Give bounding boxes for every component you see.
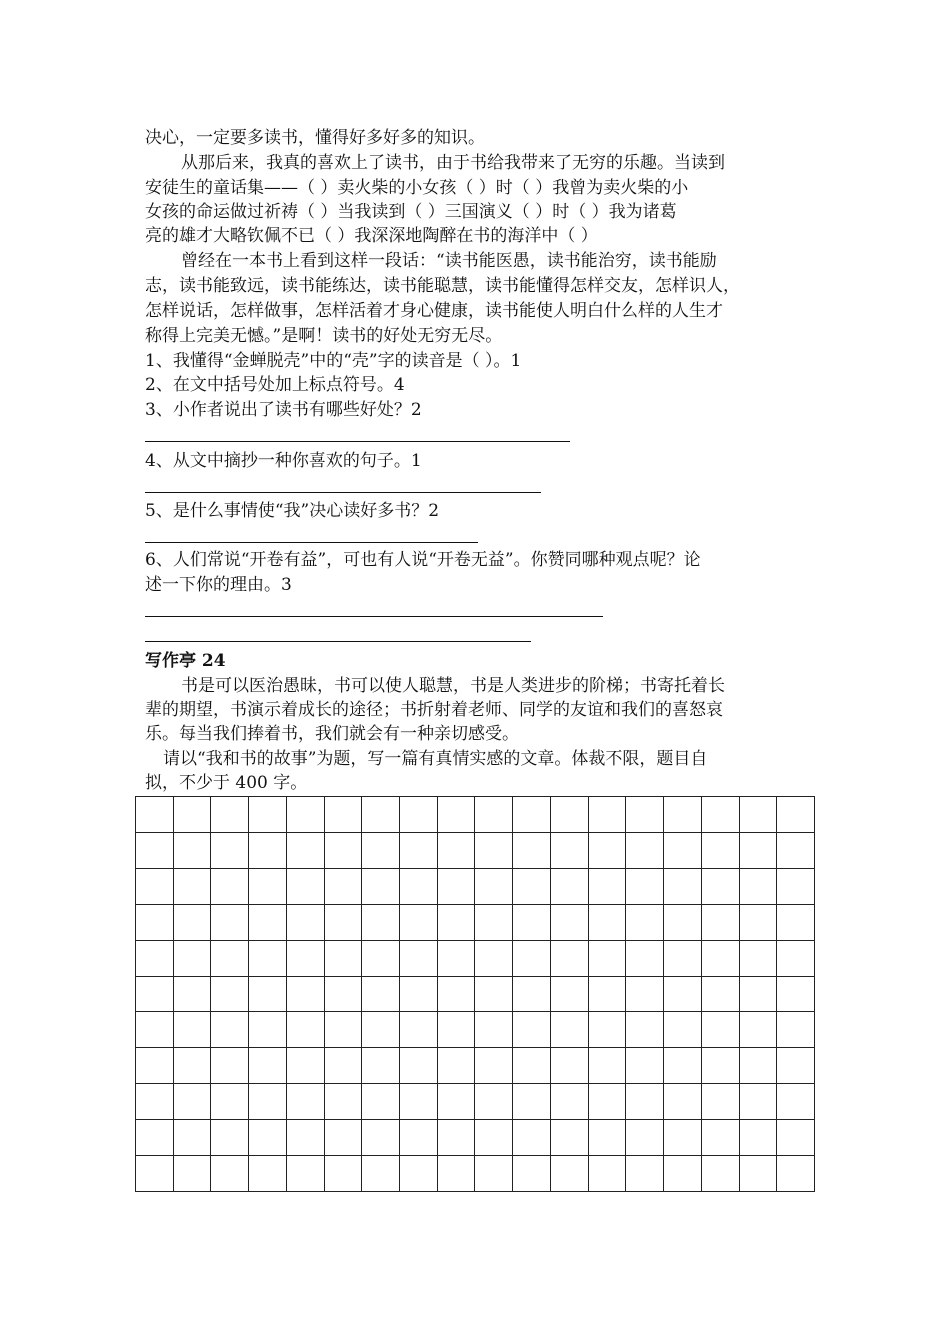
grid-cell[interactable]: [400, 1120, 438, 1156]
grid-cell[interactable]: [136, 941, 174, 977]
grid-cell[interactable]: [664, 941, 702, 977]
writing-prompt-line: 拟，不少于 400 字。: [145, 773, 308, 793]
writing-intro-line: 乐。每当我们捧着书，我们就会有一种亲切感受。: [145, 724, 519, 744]
grid-cell[interactable]: [777, 869, 815, 905]
grid-cell[interactable]: [740, 977, 778, 1013]
grid-cell[interactable]: [325, 941, 363, 977]
grid-cell[interactable]: [362, 941, 400, 977]
grid-cell[interactable]: [475, 905, 513, 941]
grid-cell[interactable]: [400, 977, 438, 1013]
grid-cell[interactable]: [249, 869, 287, 905]
question-6-line: 6、人们常说“开卷有益”，可也有人说“开卷无益”。你赞同哪种观点呢？论: [145, 550, 701, 570]
grid-cell[interactable]: [136, 1012, 174, 1048]
grid-cell[interactable]: [287, 1120, 325, 1156]
grid-cell[interactable]: [287, 1084, 325, 1120]
grid-cell[interactable]: [438, 977, 476, 1013]
grid-cell[interactable]: [626, 797, 664, 833]
grid-cell[interactable]: [551, 1120, 589, 1156]
grid-cell[interactable]: [325, 1156, 363, 1192]
grid-cell[interactable]: [589, 1048, 627, 1084]
passage-line: 从那后来，我真的喜欢上了读书，由于书给我带来了无穷的乐趣。当读到: [181, 153, 725, 173]
grid-cell[interactable]: [589, 1156, 627, 1192]
grid-cell[interactable]: [362, 869, 400, 905]
grid-cell[interactable]: [325, 905, 363, 941]
grid-cell[interactable]: [589, 977, 627, 1013]
grid-cell[interactable]: [249, 833, 287, 869]
grid-cell[interactable]: [136, 1120, 174, 1156]
grid-cell[interactable]: [740, 833, 778, 869]
grid-cell[interactable]: [438, 1084, 476, 1120]
passage-line: 安徒生的童话集——（ ）卖火柴的小女孩（ ）时（ ）我曾为卖火柴的小: [145, 178, 689, 198]
grid-cell[interactable]: [362, 833, 400, 869]
grid-cell[interactable]: [249, 1084, 287, 1120]
grid-cell[interactable]: [438, 869, 476, 905]
grid-cell[interactable]: [136, 977, 174, 1013]
grid-cell[interactable]: [362, 797, 400, 833]
grid-cell[interactable]: [325, 1012, 363, 1048]
grid-cell[interactable]: [475, 1048, 513, 1084]
grid-cell[interactable]: [626, 941, 664, 977]
grid-cell[interactable]: [211, 1156, 249, 1192]
grid-cell[interactable]: [513, 797, 551, 833]
grid-cell[interactable]: [174, 1084, 212, 1120]
grid-cell[interactable]: [664, 977, 702, 1013]
grid-cell[interactable]: [551, 977, 589, 1013]
answer-line[interactable]: [145, 616, 603, 617]
grid-cell[interactable]: [513, 1048, 551, 1084]
grid-cell[interactable]: [174, 977, 212, 1013]
grid-cell[interactable]: [475, 1012, 513, 1048]
grid-cell[interactable]: [589, 1012, 627, 1048]
grid-cell[interactable]: [513, 941, 551, 977]
grid-cell[interactable]: [664, 1048, 702, 1084]
grid-cell[interactable]: [589, 797, 627, 833]
grid-cell[interactable]: [740, 941, 778, 977]
grid-cell[interactable]: [174, 1012, 212, 1048]
grid-cell[interactable]: [362, 1012, 400, 1048]
grid-cell[interactable]: [211, 977, 249, 1013]
grid-cell[interactable]: [362, 905, 400, 941]
grid-cell[interactable]: [287, 833, 325, 869]
grid-cell[interactable]: [551, 1084, 589, 1120]
grid-cell[interactable]: [513, 1120, 551, 1156]
grid-cell[interactable]: [551, 869, 589, 905]
grid-cell[interactable]: [211, 905, 249, 941]
grid-cell[interactable]: [702, 1048, 740, 1084]
grid-cell[interactable]: [211, 1048, 249, 1084]
grid-cell[interactable]: [211, 833, 249, 869]
grid-cell[interactable]: [475, 833, 513, 869]
grid-cell[interactable]: [551, 905, 589, 941]
grid-cell[interactable]: [702, 797, 740, 833]
grid-cell[interactable]: [740, 1012, 778, 1048]
grid-cell[interactable]: [287, 941, 325, 977]
grid-cell[interactable]: [325, 869, 363, 905]
grid-cell[interactable]: [626, 1048, 664, 1084]
grid-cell[interactable]: [174, 1120, 212, 1156]
grid-cell[interactable]: [249, 1156, 287, 1192]
question-4: 4、从文中摘抄一种你喜欢的句子。1: [145, 451, 422, 471]
grid-cell[interactable]: [174, 941, 212, 977]
passage-line: 志，读书能致远，读书能练达，读书能聪慧，读书能懂得怎样交友，怎样识人，: [145, 276, 740, 296]
grid-cell[interactable]: [211, 797, 249, 833]
grid-cell[interactable]: [249, 1048, 287, 1084]
grid-cell[interactable]: [438, 1120, 476, 1156]
grid-cell[interactable]: [136, 1048, 174, 1084]
grid-cell[interactable]: [664, 797, 702, 833]
grid-cell[interactable]: [249, 797, 287, 833]
grid-cell[interactable]: [325, 1048, 363, 1084]
grid-cell[interactable]: [249, 905, 287, 941]
grid-cell[interactable]: [287, 797, 325, 833]
grid-cell[interactable]: [249, 941, 287, 977]
grid-cell[interactable]: [249, 1012, 287, 1048]
grid-cell[interactable]: [400, 905, 438, 941]
grid-cell[interactable]: [211, 941, 249, 977]
grid-cell[interactable]: [664, 1084, 702, 1120]
grid-cell[interactable]: [777, 1156, 815, 1192]
grid-cell[interactable]: [589, 941, 627, 977]
grid-cell[interactable]: [362, 1048, 400, 1084]
grid-cell[interactable]: [249, 1120, 287, 1156]
question-2: 2、在文中括号处加上标点符号。4: [145, 375, 405, 395]
grid-cell[interactable]: [740, 905, 778, 941]
grid-cell[interactable]: [287, 905, 325, 941]
grid-cell[interactable]: [174, 1156, 212, 1192]
passage-line: 称得上完美无憾。”是啊！读书的好处无穷无尽。: [145, 326, 503, 346]
grid-cell[interactable]: [702, 905, 740, 941]
writing-intro-line: 辈的期望，书演示着成长的途径；书折射着老师、同学的友谊和我们的喜怒哀: [145, 700, 723, 720]
passage-line: 亮的雄才大略钦佩不已（ ）我深深地陶醉在书的海洋中（ ）: [145, 226, 598, 246]
passage-line: 决心，一定要多读书，懂得好多好多的知识。: [145, 128, 485, 148]
grid-cell[interactable]: [325, 833, 363, 869]
grid-cell[interactable]: [438, 797, 476, 833]
grid-cell[interactable]: [174, 833, 212, 869]
grid-cell[interactable]: [325, 1120, 363, 1156]
grid-cell[interactable]: [664, 905, 702, 941]
grid-cell[interactable]: [626, 1012, 664, 1048]
grid-cell[interactable]: [400, 1084, 438, 1120]
grid-cell[interactable]: [400, 869, 438, 905]
grid-cell[interactable]: [702, 941, 740, 977]
grid-cell[interactable]: [475, 1120, 513, 1156]
grid-cell[interactable]: [626, 977, 664, 1013]
grid-cell[interactable]: [438, 905, 476, 941]
grid-cell[interactable]: [287, 977, 325, 1013]
grid-cell[interactable]: [777, 1120, 815, 1156]
grid-cell[interactable]: [702, 1120, 740, 1156]
grid-cell[interactable]: [777, 833, 815, 869]
grid-cell[interactable]: [589, 1120, 627, 1156]
answer-line[interactable]: [145, 542, 478, 543]
grid-cell[interactable]: [475, 941, 513, 977]
grid-cell[interactable]: [513, 1084, 551, 1120]
grid-cell[interactable]: [664, 869, 702, 905]
grid-cell[interactable]: [362, 1156, 400, 1192]
grid-cell[interactable]: [475, 1084, 513, 1120]
grid-cell[interactable]: [513, 1012, 551, 1048]
grid-cell[interactable]: [513, 977, 551, 1013]
grid-cell[interactable]: [362, 977, 400, 1013]
grid-cell[interactable]: [400, 833, 438, 869]
grid-cell[interactable]: [174, 797, 212, 833]
grid-cell[interactable]: [551, 833, 589, 869]
passage-line: 女孩的命运做过祈祷（ ）当我读到（ ）三国演义（ ）时（ ）我为诸葛: [145, 202, 677, 222]
grid-cell[interactable]: [777, 905, 815, 941]
grid-cell[interactable]: [626, 869, 664, 905]
grid-cell[interactable]: [777, 1048, 815, 1084]
grid-cell[interactable]: [777, 941, 815, 977]
grid-cell[interactable]: [740, 1084, 778, 1120]
grid-cell[interactable]: [287, 1156, 325, 1192]
grid-cell[interactable]: [287, 869, 325, 905]
grid-cell[interactable]: [513, 1156, 551, 1192]
answer-line[interactable]: [145, 641, 531, 642]
grid-cell[interactable]: [211, 1012, 249, 1048]
grid-cell[interactable]: [626, 1156, 664, 1192]
grid-cell[interactable]: [777, 1012, 815, 1048]
grid-cell[interactable]: [551, 941, 589, 977]
answer-line[interactable]: [145, 441, 570, 442]
grid-cell[interactable]: [513, 869, 551, 905]
grid-cell[interactable]: [626, 1120, 664, 1156]
writing-prompt-line: 请以“我和书的故事”为题，写一篇有真情实感的文章。体裁不限，题目自: [163, 749, 708, 769]
grid-cell[interactable]: [777, 1084, 815, 1120]
question-1: 1、我懂得“金蝉脱壳”中的“壳”字的读音是（ ）。1: [145, 351, 522, 371]
grid-cell[interactable]: [664, 1156, 702, 1192]
grid-cell[interactable]: [664, 833, 702, 869]
grid-cell[interactable]: [174, 905, 212, 941]
grid-cell[interactable]: [400, 1012, 438, 1048]
grid-cell[interactable]: [740, 1120, 778, 1156]
grid-cell[interactable]: [325, 797, 363, 833]
grid-cell[interactable]: [777, 797, 815, 833]
grid-cell[interactable]: [475, 797, 513, 833]
grid-cell[interactable]: [664, 1120, 702, 1156]
grid-cell[interactable]: [249, 977, 287, 1013]
grid-cell[interactable]: [740, 1048, 778, 1084]
grid-cell[interactable]: [513, 833, 551, 869]
passage-line: 曾经在一本书上看到这样一段话：“读书能医愚，读书能治穷，读书能励: [181, 251, 717, 271]
grid-cell[interactable]: [362, 1120, 400, 1156]
grid-cell[interactable]: [702, 833, 740, 869]
grid-cell[interactable]: [589, 1084, 627, 1120]
grid-cell[interactable]: [702, 869, 740, 905]
grid-cell[interactable]: [438, 833, 476, 869]
grid-cell[interactable]: [174, 869, 212, 905]
answer-line[interactable]: [145, 492, 541, 493]
grid-cell[interactable]: [740, 869, 778, 905]
grid-cell[interactable]: [136, 1084, 174, 1120]
grid-cell[interactable]: [777, 977, 815, 1013]
grid-cell[interactable]: [211, 1084, 249, 1120]
grid-cell[interactable]: [400, 1156, 438, 1192]
grid-cell[interactable]: [174, 1048, 212, 1084]
grid-cell[interactable]: [362, 1084, 400, 1120]
grid-cell[interactable]: [626, 833, 664, 869]
grid-cell[interactable]: [400, 941, 438, 977]
grid-cell[interactable]: [664, 1012, 702, 1048]
grid-cell[interactable]: [475, 977, 513, 1013]
writing-grid[interactable]: [135, 796, 815, 1192]
passage-line: 怎样说话，怎样做事，怎样活着才身心健康，读书能使人明白什么样的人生才: [145, 301, 723, 321]
grid-cell[interactable]: [438, 1012, 476, 1048]
grid-cell[interactable]: [589, 869, 627, 905]
grid-cell[interactable]: [325, 1084, 363, 1120]
grid-cell[interactable]: [136, 1156, 174, 1192]
grid-cell[interactable]: [211, 1120, 249, 1156]
grid-cell[interactable]: [438, 1048, 476, 1084]
grid-cell[interactable]: [287, 1012, 325, 1048]
grid-cell[interactable]: [513, 905, 551, 941]
grid-cell[interactable]: [551, 1156, 589, 1192]
grid-cell[interactable]: [551, 1048, 589, 1084]
writing-intro-line: 书是可以医治愚昧，书可以使人聪慧，书是人类进步的阶梯；书寄托着长: [181, 676, 725, 696]
grid-cell[interactable]: [589, 833, 627, 869]
grid-cell[interactable]: [438, 941, 476, 977]
grid-cell[interactable]: [702, 1084, 740, 1120]
grid-cell[interactable]: [589, 905, 627, 941]
grid-cell[interactable]: [325, 977, 363, 1013]
grid-cell[interactable]: [211, 869, 249, 905]
question-6-line: 述一下你的理由。3: [145, 575, 292, 595]
grid-cell[interactable]: [136, 833, 174, 869]
grid-cell[interactable]: [740, 1156, 778, 1192]
grid-cell[interactable]: [287, 1048, 325, 1084]
grid-cell[interactable]: [400, 1048, 438, 1084]
grid-cell[interactable]: [400, 797, 438, 833]
grid-cell[interactable]: [702, 1012, 740, 1048]
grid-cell[interactable]: [136, 869, 174, 905]
grid-cell[interactable]: [702, 1156, 740, 1192]
grid-cell[interactable]: [626, 1084, 664, 1120]
grid-cell[interactable]: [626, 905, 664, 941]
question-5: 5、是什么事情使“我”决心读好多书？2: [145, 501, 440, 521]
grid-cell[interactable]: [475, 869, 513, 905]
grid-cell[interactable]: [702, 977, 740, 1013]
grid-cell[interactable]: [438, 1156, 476, 1192]
grid-cell[interactable]: [551, 1012, 589, 1048]
grid-cell[interactable]: [136, 905, 174, 941]
grid-cell[interactable]: [475, 1156, 513, 1192]
grid-cell[interactable]: [136, 797, 174, 833]
grid-cell[interactable]: [551, 797, 589, 833]
grid-cell[interactable]: [740, 797, 778, 833]
section-heading: 写作亭 24: [145, 651, 226, 671]
question-3: 3、小作者说出了读书有哪些好处？2: [145, 400, 422, 420]
